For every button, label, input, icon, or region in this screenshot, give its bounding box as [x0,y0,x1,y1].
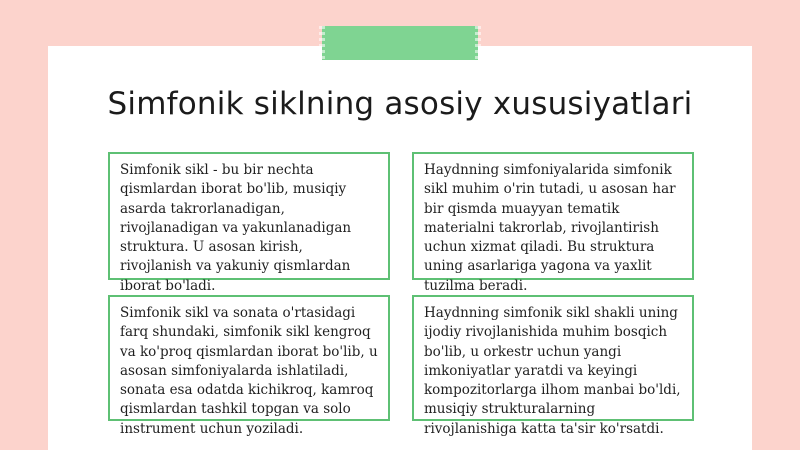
text-box-content: Simfonik sikl va sonata o'rtasidagi farq shundaki, simfonik sikl kengroq va ko'proq qismlardan iborat bo'lib, u asosan simfoniyalarda ishlatiladi, sonata esa odatda kichikroq, kamroq qismlardan tashkil topgan va solo instrument uchun yoziladi. [120,305,378,437]
decorative-tape [322,26,478,60]
text-box-definition [108,152,390,294]
text-box-content: Haydnning simfonik sikl shakli uning ijodiy rivojlanishida muhim bosqich bo'lib, u orkestr uchun yangi imkoniyatlar yaratdi va keyingi kompozitorlarga ilhom manbai bo'ldi, musiqiy strukturalarning rivojlanishiga katta ta'sir ko'rsatdi. [424,305,681,437]
text-box-sonata-difference [108,295,390,437]
slide-title: Simfonik siklning asosiy xususiyatlari [107,86,693,122]
text-box-content: Haydnning simfoniyalarida simfonik sikl muhim o'rin tutadi, u asosan har bir qismda muayyan tematik materialni takrorlab, rivojlantirish uchun xizmat qiladi. Bu struktura uning asarlariga yagona va yaxlit tuzilma beradi. [424,162,676,294]
text-box-haydn-influence [412,295,694,437]
text-box-haydn-role [412,152,694,294]
text-box-content: Simfonik sikl - bu bir nechta qismlardan iborat bo'lib, musiqiy asarda takrorlanadigan, rivojlanadigan va yakunlanadigan struktura. U asosan kirish, rivojlanish va yakuniy qismlardan iborat bo'ladi. [120,162,352,294]
